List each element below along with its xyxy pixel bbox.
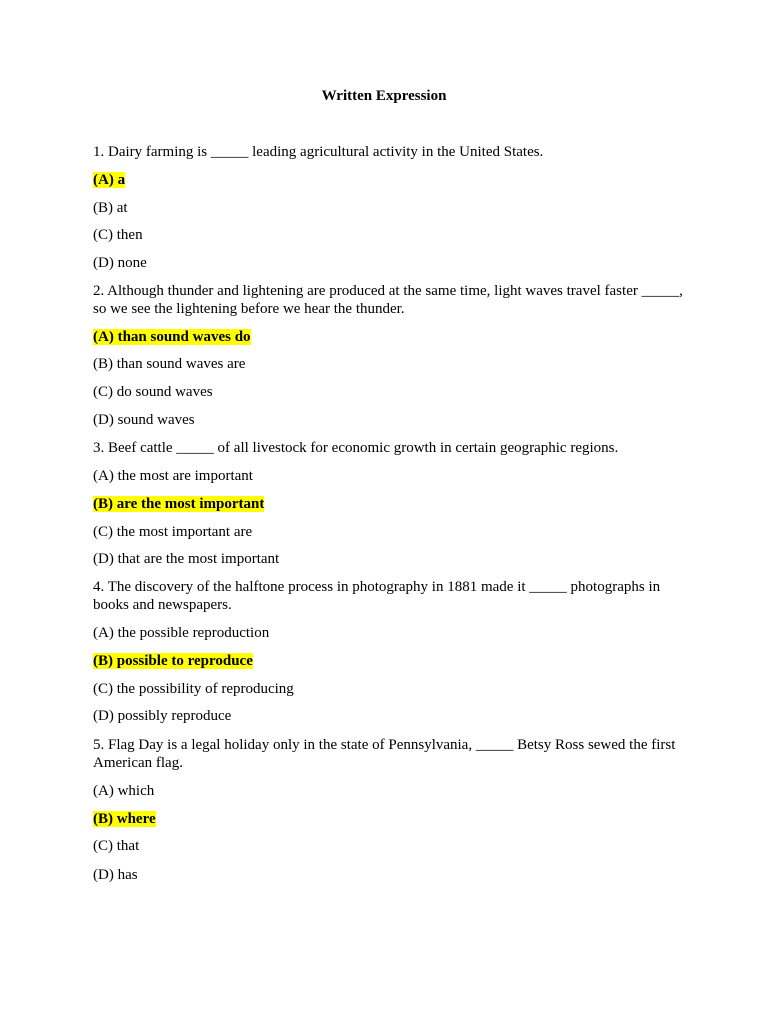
question-1-stem: 1. Dairy farming is _____ leading agricultural activity in the United States. [93, 144, 544, 160]
answer-highlight: (B) are the most important [93, 496, 265, 512]
question-3-option-b [93, 495, 683, 513]
question-4-option-a: (A) the possible reproduction [93, 625, 270, 641]
question-3-option-c: (C) the most important are [93, 524, 253, 540]
question-2-option-b: (B) than sound waves are [93, 356, 246, 372]
question-5-option-c: (C) that [93, 838, 140, 854]
question-4-option-d: (D) possibly reproduce [93, 708, 232, 724]
question-2-option-c: (C) do sound waves [93, 384, 213, 400]
answer-highlight: (A) a [93, 172, 126, 188]
answer-highlight: (B) where [93, 811, 156, 827]
question-2-option-d: (D) sound waves [93, 412, 195, 428]
question-5-stem: 5. Flag Day is a legal holiday only in the state of Pennsylvania, _____ Betsy Ross sewed the first American flag. [93, 737, 679, 771]
question-5-option-b [93, 810, 683, 828]
question-4-stem: 4. The discovery of the halftone process in photography in 1881 made it _____ photographs in books and newspapers. [93, 579, 664, 613]
question-1-option-a [93, 171, 683, 189]
question-5-option-d: (D) has [93, 867, 138, 883]
question-2-stem: 2. Although thunder and lightening are produced at the same time, light waves travel faster _____, so we see the lightening before we hear the thunder. [93, 283, 687, 317]
question-3-option-d: (D) that are the most important [93, 551, 280, 567]
question-1-option-b: (B) at [93, 200, 128, 216]
question-5-option-a: (A) which [93, 783, 155, 799]
question-3-option-a: (A) the most are important [93, 468, 253, 484]
answer-highlight: (A) than sound waves do [93, 329, 251, 345]
question-4-option-b [93, 652, 683, 670]
page-title: Written Expression [321, 88, 447, 104]
question-1-option-c: (C) then [93, 227, 143, 243]
answer-highlight: (B) possible to reproduce [93, 653, 253, 669]
question-3-stem: 3. Beef cattle _____ of all livestock for economic growth in certain geographic regions. [93, 440, 619, 456]
question-1-option-d: (D) none [93, 255, 147, 271]
question-2-option-a [93, 328, 683, 346]
question-4-option-c: (C) the possibility of reproducing [93, 681, 294, 697]
